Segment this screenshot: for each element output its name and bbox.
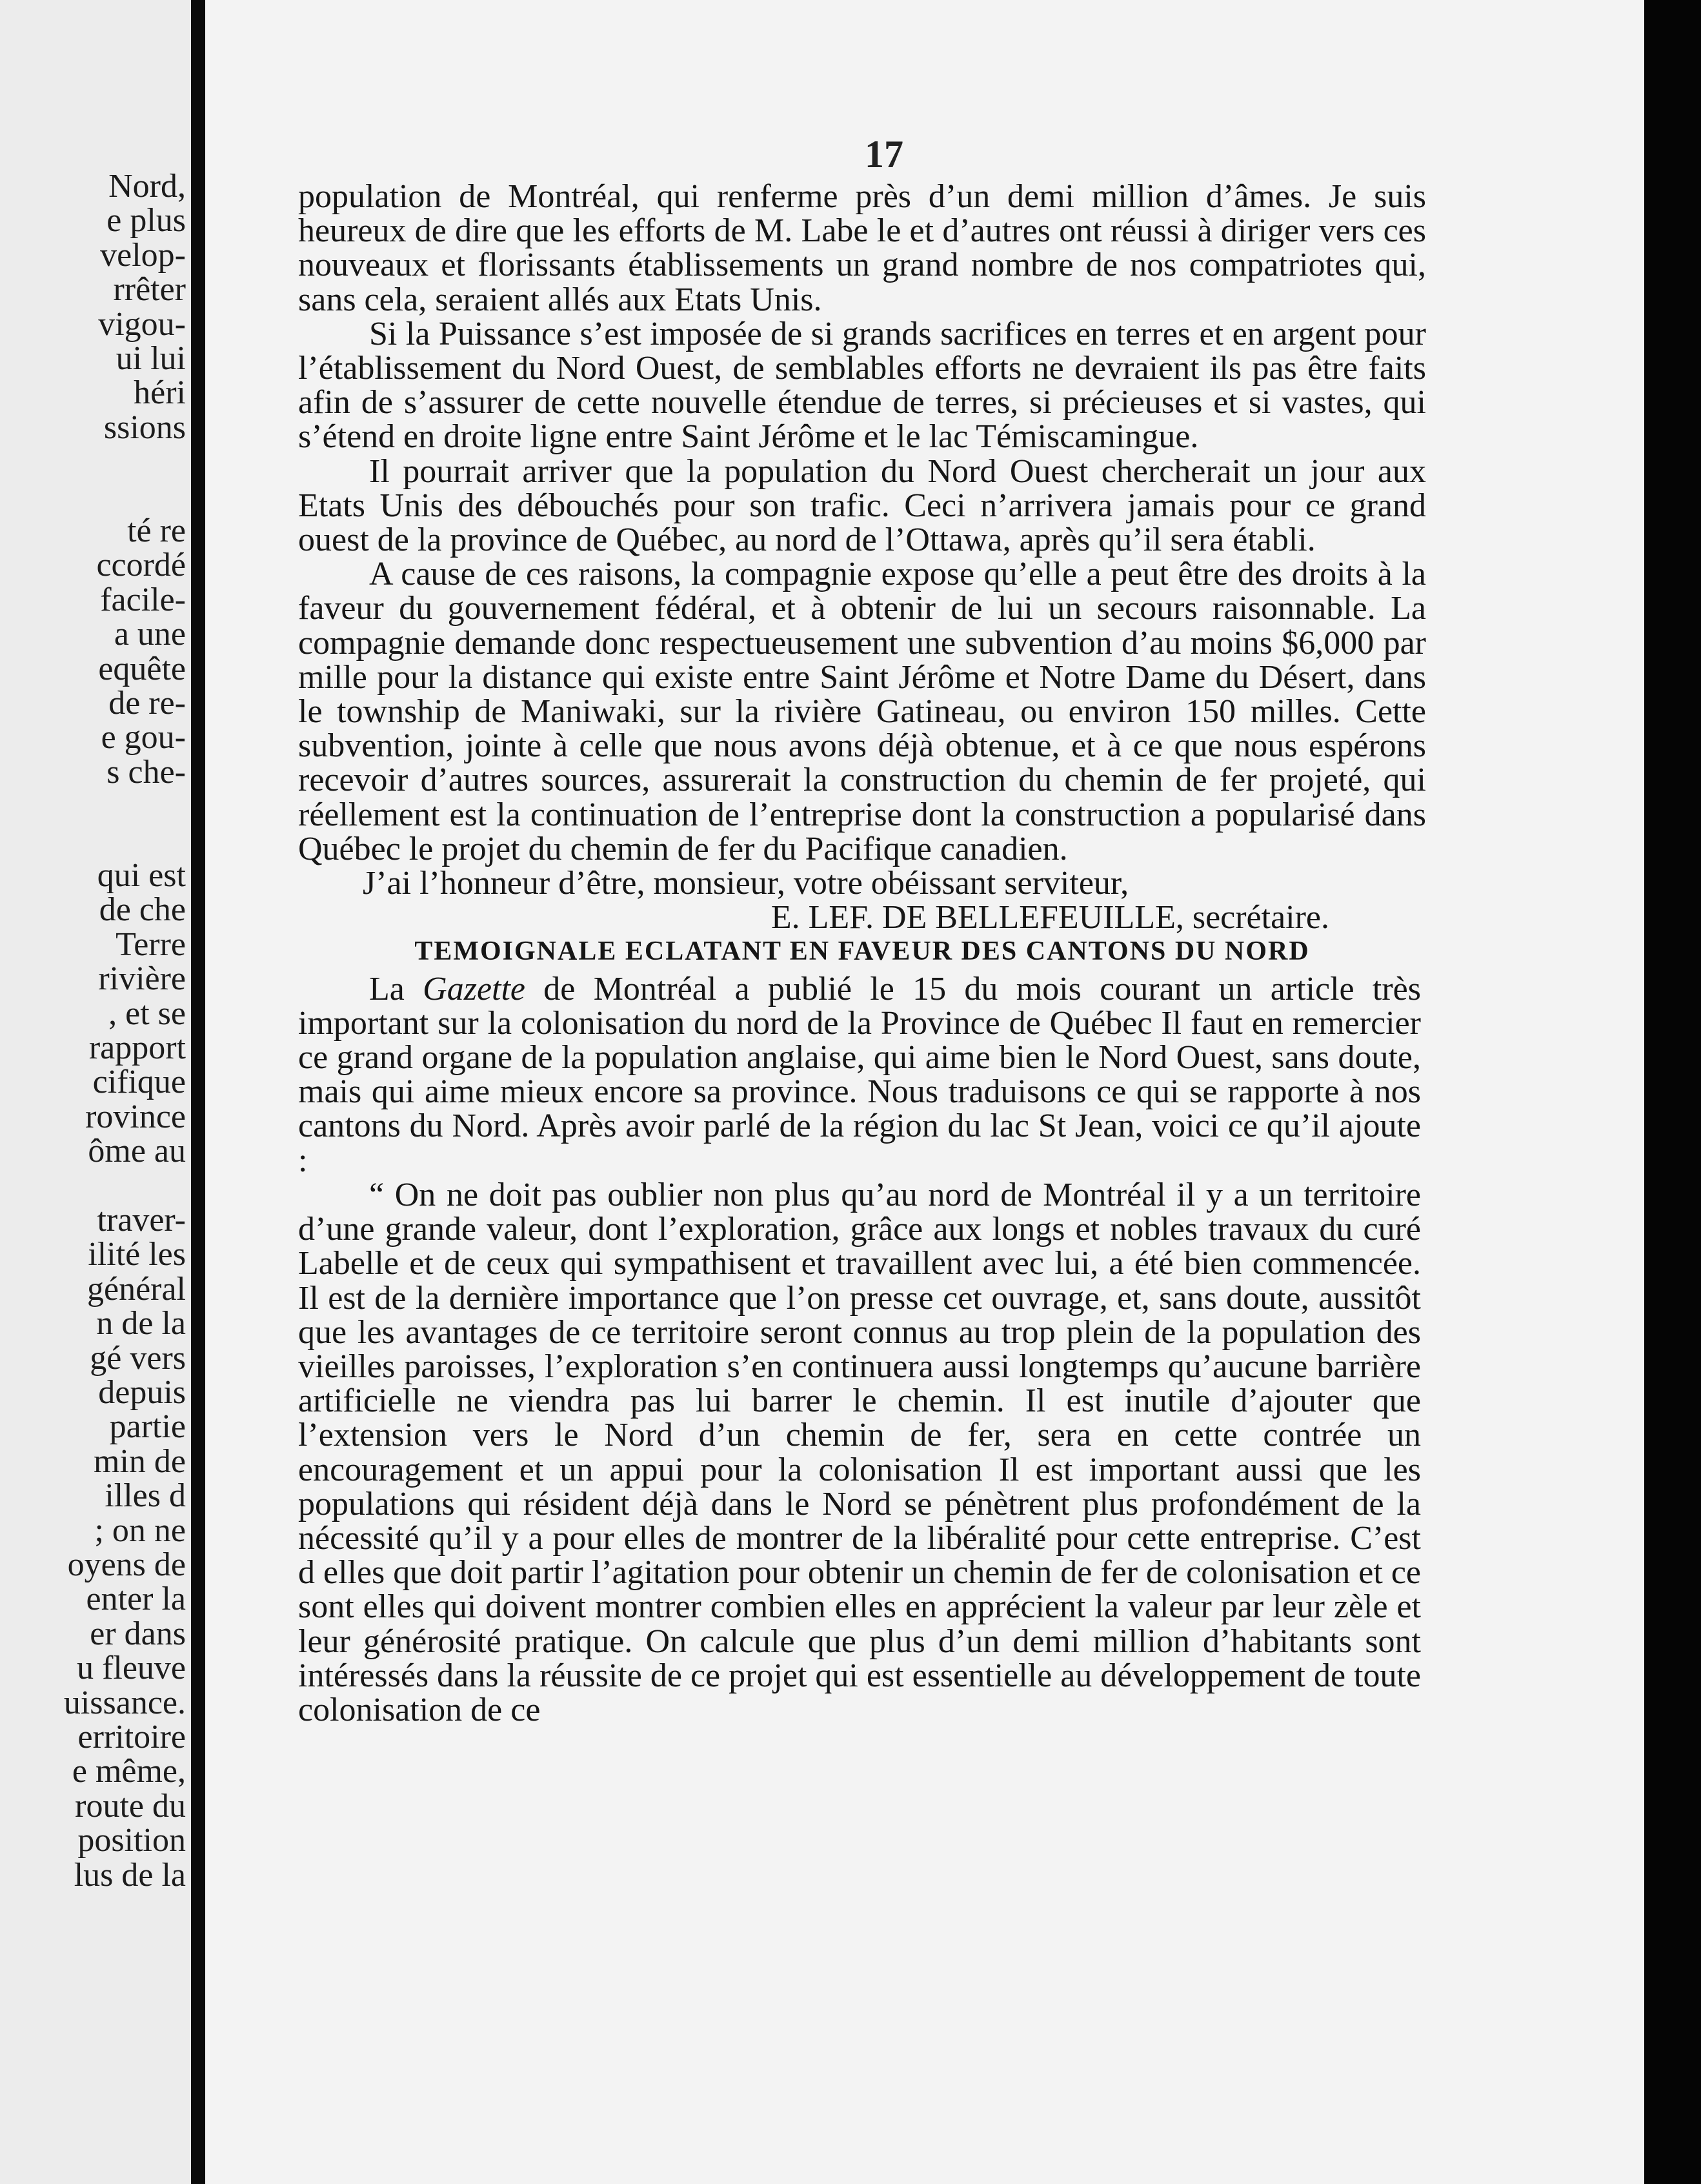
facing-page-line: ilité les [88,1236,186,1273]
facing-page-line: uissance. [63,1684,186,1721]
facing-page-line: enter la [86,1581,186,1618]
facing-page-line: e plus [106,202,186,239]
facing-page-line: ôme au [88,1133,186,1170]
letter-closing: J’ai l’honneur d’être, monsieur, votre obéissant serviteur, [363,865,1129,902]
facing-page-line: héri [134,374,186,412]
paragraph-1: population de Montréal, qui renferme près d’un demi million d’âmes. Je suis heureux de dire que les efforts de M. Labe le et d’autres ont réussi à diriger vers ces nouveaux et florissants établissements un grand nombre de nos compatriotes qui, sans cela, seraient allés aux Etats Unis. [298,178,1426,318]
paragraph-2: Si la Puissance s’est imposée de si grands sacrifices en terres et en argent pour l’établissement du Nord Ouest, de semblables efforts ne devraient ils pas être faits afin de s’assurer de cette nouvelle étendue de terres, si précieuses et si vastes, qui s’étend en droite ligne entre Saint Jérôme et le lac Témiscamingue. [298,315,1426,456]
facing-page-line: ; on ne [94,1512,186,1549]
facing-page-line: illes d [105,1477,186,1515]
facing-page-line: route du [75,1787,186,1825]
facing-page-line: général [86,1270,186,1308]
signature: E. LEF. DE BELLEFEUILLE, secrétaire. [770,899,1329,936]
facing-page-line: de re- [108,685,186,722]
facing-page-line: partie [109,1408,186,1446]
facing-page-line: a une [114,616,186,653]
facing-page-line: n de la [96,1305,186,1342]
facing-page [0,0,195,2184]
newspaper-title: Gazette [423,970,525,1007]
facing-page-line: ui lui [116,340,186,377]
article-lead-rest: de Montréal a publié le 15 du mois courant un article très important sur la colonisation du nord de la Province de Québec Il faut en remercier ce grand organe de la population anglaise, qui aime bien le Nord Ouest, sans doute, mais qui aime mieux encore sa province. Nous traduisons ce qui se rapporte à nos cantons du Nord. Après avoir parlé de la région du lac St Jean, voici ce qu’il ajoute : [298,970,1421,1179]
facing-page-line: facile- [100,581,186,618]
facing-page-line: position [77,1822,186,1859]
facing-page-line: rivière [98,960,186,998]
section-heading: TEMOIGNALE ECLATANT EN FAVEUR DES CANTONS DU NORD [414,936,1310,967]
facing-page-line: rapport [88,1029,186,1066]
facing-page-line: traver- [97,1202,186,1239]
facing-page-line: e gou- [101,719,186,756]
facing-page-line: equête [98,650,186,687]
facing-page-line: ccordé [96,547,186,584]
facing-page-line: velop- [100,236,186,274]
facing-page-line: lus de la [74,1856,186,1894]
facing-page-line: Terre [116,925,186,963]
paragraph-3: Il pourrait arriver que la population du Nord Ouest chercherait un jour aux Etats Unis des débouchés pour son trafic. Ceci n’arrivera jamais pour ce grand ouest de la province de Québec, au nord de l’Ottawa, après qu’il sera établi. [298,452,1426,559]
facing-page-line: er dans [90,1615,186,1652]
facing-page-line: depuis [98,1374,186,1411]
facing-page-line: s che- [106,753,186,791]
article-lead [298,972,1421,1178]
facing-page-line: oyens de [67,1546,186,1583]
facing-page-line: Nord, [108,168,186,205]
facing-page-line: , et se [108,995,186,1032]
facing-page-line: de che [99,891,186,929]
facing-page-line: cifique [92,1064,186,1101]
facing-page-line: u fleuve [77,1650,186,1687]
facing-page-line: min de [94,1442,186,1480]
paragraph-4: A cause de ces raisons, la compagnie expose qu’elle a peut être des droits à la faveur du gouvernement fédéral, et à obtenir de lui un secours raisonnable. La compagnie demande donc respectueusement une subvention d’au moins $6,000 par mille pour la distance qui existe entre Saint Jérôme et Notre Dame du Désert, dans le township de Maniwaki, sur la rivière Gatineau, ou environ 150 milles. Cette subvention, jointe à celle que nous avons déjà obtenue, et à ce que nous espérons recevoir d’autres sources, assurerait la construction du chemin de fer projeté, qui réellement est la continuation de l’entreprise dont la construction a popularisé dans Québec le projet du chemin de fer du Pacifique canadien. [298,556,1426,867]
facing-page-line: e même, [72,1753,186,1790]
facing-page-line: gé vers [90,1339,186,1377]
facing-page-line: té re [127,512,186,549]
book-gutter [191,0,206,2184]
facing-page-line: vigou- [98,305,186,343]
body-text [298,179,1426,1727]
article-quote: “ On ne doit pas oublier non plus qu’au nord de Montréal il y a un territoire d’une grande valeur, dont l’exploration, grâce aux longs et nobles travaux du curé Labelle et de ceux qui sympathisent et travaillent avec lui, a été bien commencée. Il est de la dernière importance que l’on presse cet ouvrage, et, sans doute, aussitôt que les avantages de ce territoire seront connus au trop plein de la population des vieilles paroisses, l’exploration s’en continuera aussi longtemps qu’aucune barrière artificielle ne viendra pas lui barrer le chemin. Il est inutile d’ajouter que l’extension vers le Nord d’un chemin de fer, sera en cette contrée un encouragement et un appui pour la colonisation Il est important aussi que les populations qui résident déjà dans le Nord se pénètrent plus profondément de la nécessité qu’il y a pour elles de montrer de la libéralité pour cette entreprise. C’est d elles que doit partir l’agitation pour obtenir un chemin de fer de colonisation et ce sont elles qui doivent montrer combien elles en apprécient la valeur par leur zèle et leur générosité pratique. On calcule que plus d’un demi million d’habitants sont intéressés dans la réussite de ce projet qui est essentielle au développement de toute colonisation de ce [298,1176,1421,1728]
facing-page-line: qui est [97,857,186,894]
facing-page-line: erritoire [77,1719,186,1755]
facing-page-line: rovince [85,1098,186,1135]
facing-page-line: ssions [103,409,186,446]
article [298,972,1421,1727]
article-lead-start: La [369,970,423,1007]
page-number: 17 [865,133,903,176]
facing-page-line: rrêter [113,271,186,308]
